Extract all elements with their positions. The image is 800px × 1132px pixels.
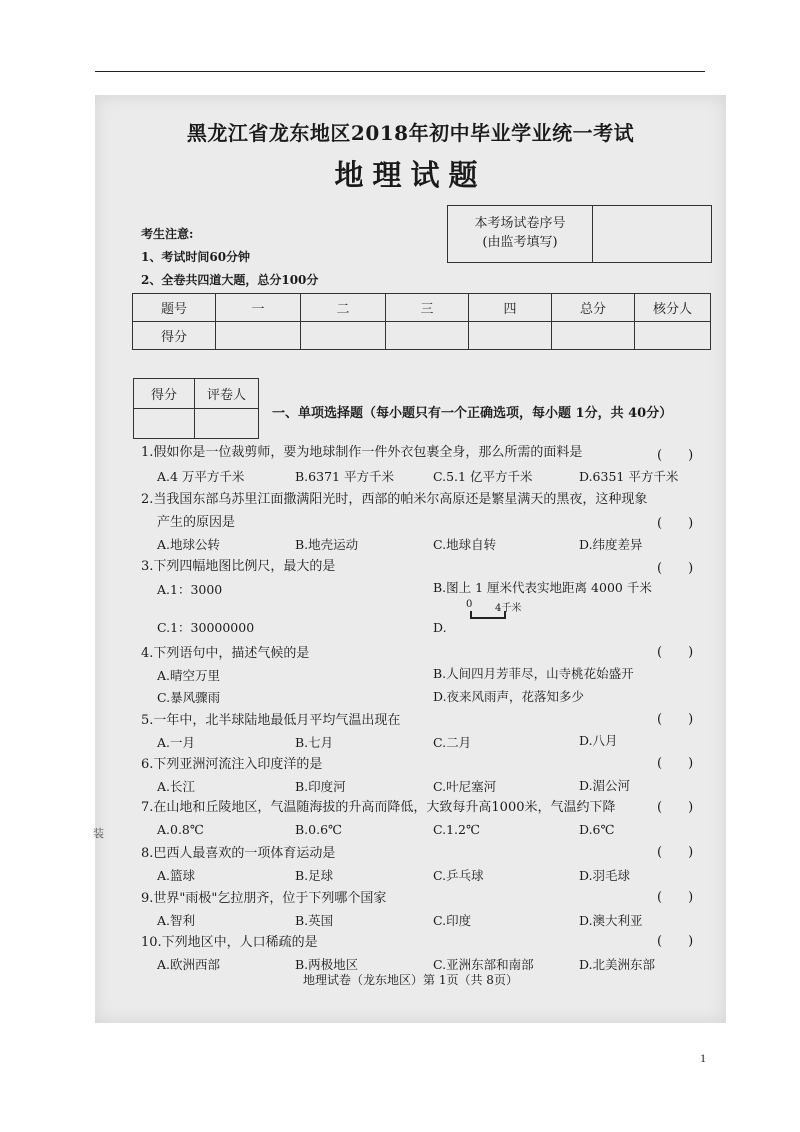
answer-paren[interactable]: ( ): [657, 516, 694, 531]
seq-label-line2: (由监考填写): [482, 235, 558, 250]
question-stem: 5.一年中，北半球陆地最低月平均气温出现在: [141, 713, 401, 728]
grader-header-grader: 评卷人: [195, 379, 259, 409]
option: C.二月: [433, 735, 472, 750]
option: B.人间四月芳菲尽，山寺桃花始盛开: [433, 666, 634, 681]
question-stem: 7.在山地和丘陵地区，气温随海拔的升高而降低，大致每升高1000米，气温约下降: [141, 800, 616, 815]
scanned-page: [95, 95, 726, 1023]
page-footer: 地理试卷（龙东地区）第 1页（共 8页）: [303, 973, 518, 987]
option: B.图上 1 厘米代表实地距离 4000 千米: [433, 580, 652, 595]
option: A.4 万平方千米: [157, 469, 245, 484]
answer-paren[interactable]: ( ): [657, 561, 694, 576]
option: A.0.8℃: [157, 822, 204, 837]
score-table: [132, 293, 711, 350]
scale-bar-graphic: [470, 611, 506, 621]
question-stem: 10.下列地区中，人口稀疏的是: [141, 935, 318, 950]
option: C.地球自转: [433, 537, 497, 552]
answer-paren[interactable]: ( ): [657, 756, 694, 771]
score-cell[interactable]: [552, 322, 635, 350]
option: C.印度: [433, 913, 472, 928]
answer-paren[interactable]: ( ): [657, 800, 694, 815]
option: D.八月: [579, 733, 618, 748]
option: A.地球公转: [157, 537, 221, 552]
question-stem: 8.巴西人最喜欢的一项体育运动是: [141, 846, 336, 861]
question-stem: 1.假如你是一位裁剪师，要为地球制作一件外衣包裹全身，那么所需的面料是: [141, 445, 583, 460]
option: B.印度河: [295, 779, 346, 794]
option: C.1：30000000: [157, 620, 255, 635]
exam-title: 黑龙江省龙东地区2018年初中毕业学业统一考试: [186, 121, 635, 145]
scale-bar-label: 4千米: [495, 603, 522, 614]
question-stem: 9.世界"雨极"乞拉朋齐，位于下列哪个国家: [141, 891, 387, 906]
question-stem: 6.下列亚洲河流注入印度洋的是: [141, 757, 323, 772]
option: A.1：3000: [157, 582, 223, 597]
score-header-cell: 总分: [552, 294, 635, 322]
answer-paren[interactable]: ( ): [657, 448, 694, 463]
option: B.地壳运动: [295, 537, 359, 552]
option: A.长江: [157, 779, 196, 794]
score-table-header-row: [133, 294, 711, 322]
answer-paren[interactable]: ( ): [657, 890, 694, 905]
answer-paren[interactable]: ( ): [657, 712, 694, 727]
option: A.篮球: [157, 868, 196, 883]
option: C.叶尼塞河: [433, 779, 497, 794]
grader-name-cell[interactable]: [195, 409, 259, 439]
score-header-cell: 题号: [133, 294, 216, 322]
notes-heading: 考生注意:: [141, 227, 194, 241]
score-cell[interactable]: [635, 322, 711, 350]
option: B.七月: [295, 735, 334, 750]
subject-title: 地理试题: [334, 158, 487, 192]
score-cell[interactable]: [301, 322, 386, 350]
score-header-cell: 三: [386, 294, 469, 322]
option: C.1.2℃: [433, 822, 480, 837]
score-header-cell: 四: [469, 294, 552, 322]
option: B.英国: [295, 913, 334, 928]
candidate-notes: [141, 223, 318, 292]
option: B.0.6℃: [295, 822, 343, 837]
answer-paren[interactable]: ( ): [657, 645, 694, 660]
grader-table: [133, 378, 259, 439]
answer-paren[interactable]: ( ): [657, 934, 694, 949]
score-table-score-row: [133, 322, 711, 350]
option: D.澳大利亚: [579, 913, 643, 928]
option: D.6℃: [579, 822, 615, 837]
option: C.5.1 亿平方千米: [433, 469, 533, 484]
section-heading: 一、单项选择题（每小题只有一个正确选项，每小题 1分，共 40分）: [272, 406, 673, 421]
question-stem: 3.下列四幅地图比例尺，最大的是: [141, 559, 336, 574]
option: A.智利: [157, 913, 196, 928]
notes-item: 2、全卷共四道大题，总分100分: [141, 273, 319, 287]
notes-item: 1、考试时间60分钟: [141, 250, 251, 264]
score-cell[interactable]: [469, 322, 552, 350]
option: A.晴空万里: [157, 668, 221, 683]
option: C.乒乓球: [433, 868, 484, 883]
question-stem: 4.下列语句中，描述气候的是: [141, 646, 310, 661]
top-rule: [95, 71, 705, 72]
score-header-cell: 二: [301, 294, 386, 322]
seq-number-box: [447, 205, 712, 263]
option: A.一月: [157, 735, 196, 750]
scale-bar-zero: 0: [466, 599, 473, 610]
option: C.亚洲东部和南部: [433, 957, 534, 972]
seq-label-line1: 本考场试卷序号: [474, 216, 566, 231]
option: C.暴风骤雨: [157, 690, 221, 705]
option: D.6351 平方千米: [579, 469, 679, 484]
question-stem: 2.当我国东部乌苏里江面撒满阳光时，西部的帕米尔高原还是繁星满天的黑夜，这种现象: [141, 492, 648, 507]
option: B.足球: [295, 868, 334, 883]
grader-score-cell[interactable]: [134, 409, 195, 439]
answer-paren[interactable]: ( ): [657, 845, 694, 860]
option: A.欧洲西部: [157, 957, 221, 972]
binding-margin-mark: 装: [93, 827, 104, 840]
option: D.北美洲东部: [579, 957, 656, 972]
seq-number-label: [448, 206, 593, 262]
grader-header-score: 得分: [134, 379, 195, 409]
score-cell[interactable]: [216, 322, 301, 350]
score-cell[interactable]: [386, 322, 469, 350]
option: B.两极地区: [295, 957, 359, 972]
score-header-cell: 一: [216, 294, 301, 322]
option: D.: [433, 620, 447, 635]
option: D.湄公河: [579, 778, 631, 793]
option: D.夜来风雨声，花落知多少: [433, 689, 585, 704]
page-number: 1: [700, 1051, 706, 1065]
question-stem-cont: 产生的原因是: [157, 515, 236, 530]
option: B.6371 平方千米: [295, 469, 394, 484]
score-header-cell: 核分人: [635, 294, 711, 322]
option: D.纬度差异: [579, 537, 643, 552]
score-row-label: 得分: [133, 322, 216, 350]
option: D.羽毛球: [579, 868, 631, 883]
